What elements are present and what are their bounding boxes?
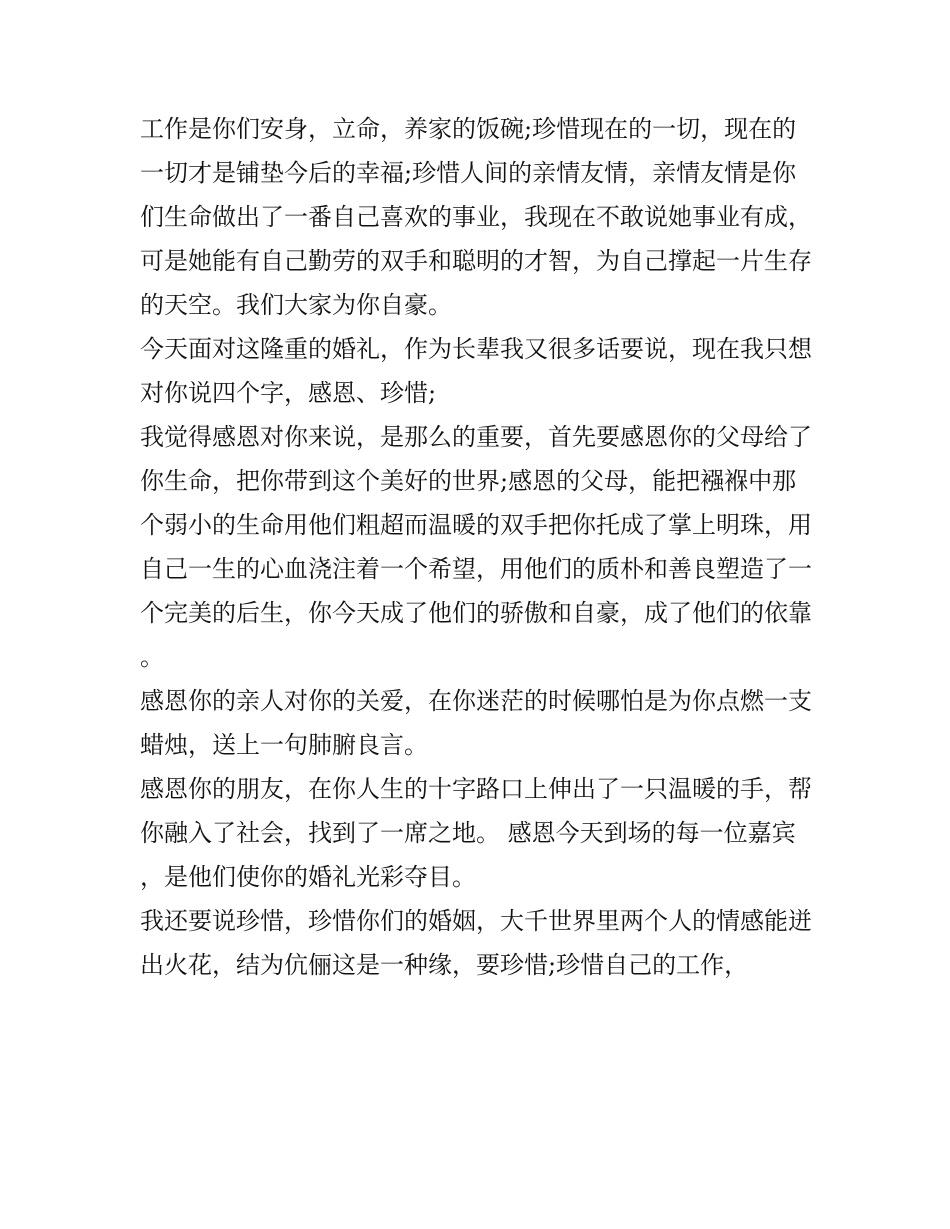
paragraph-1: 工作是你们安身，立命，养家的饭碗;珍惜现在的一切，现在的一切才是铺垫今后的幸福;珍惜人间的亲情友情，亲情友情是你们生命做出了一番自己喜欢的事业，我现在不敢说她事业有成，可是她能有自己勤劳的双手和聪明的才智，为自己撑起一片生存的天空。我们大家为你自豪。 <box>140 115 812 319</box>
paragraph-5: 感恩你的朋友，在你人生的十字路口上伸出了一只温暖的手，帮你融入了社会，找到了一席之地。 感恩今天到场的每一位嘉宾，是他们使你的婚礼光彩夺目。 <box>140 775 812 891</box>
paragraph-6: 我还要说珍惜，珍惜你们的婚姻，大千世界里两个人的情感能迸出火花，结为伉俪这是一种缘，要珍惜;珍惜自己的工作， <box>140 907 812 979</box>
paragraph-4: 感恩你的亲人对你的关爱，在你迷茫的时候哪怕是为你点燃一支蜡烛，送上一句肺腑良言。 <box>140 687 812 759</box>
paragraph-2: 今天面对这隆重的婚礼，作为长辈我又很多话要说，现在我只想对你说四个字，感恩、珍惜; <box>140 335 812 407</box>
document-body <box>140 107 812 987</box>
paragraph-3: 我觉得感恩对你来说，是那么的重要，首先要感恩你的父母给了你生命，把你带到这个美好的世界;感恩的父母，能把襁褓中那个弱小的生命用他们粗超而温暖的双手把你托成了掌上明珠，用自己一生的心血浇注着一个希望，用他们的质朴和善良塑造了一个完美的后生，你今天成了他们的骄傲和自豪，成了他们的依靠。 <box>140 423 812 671</box>
